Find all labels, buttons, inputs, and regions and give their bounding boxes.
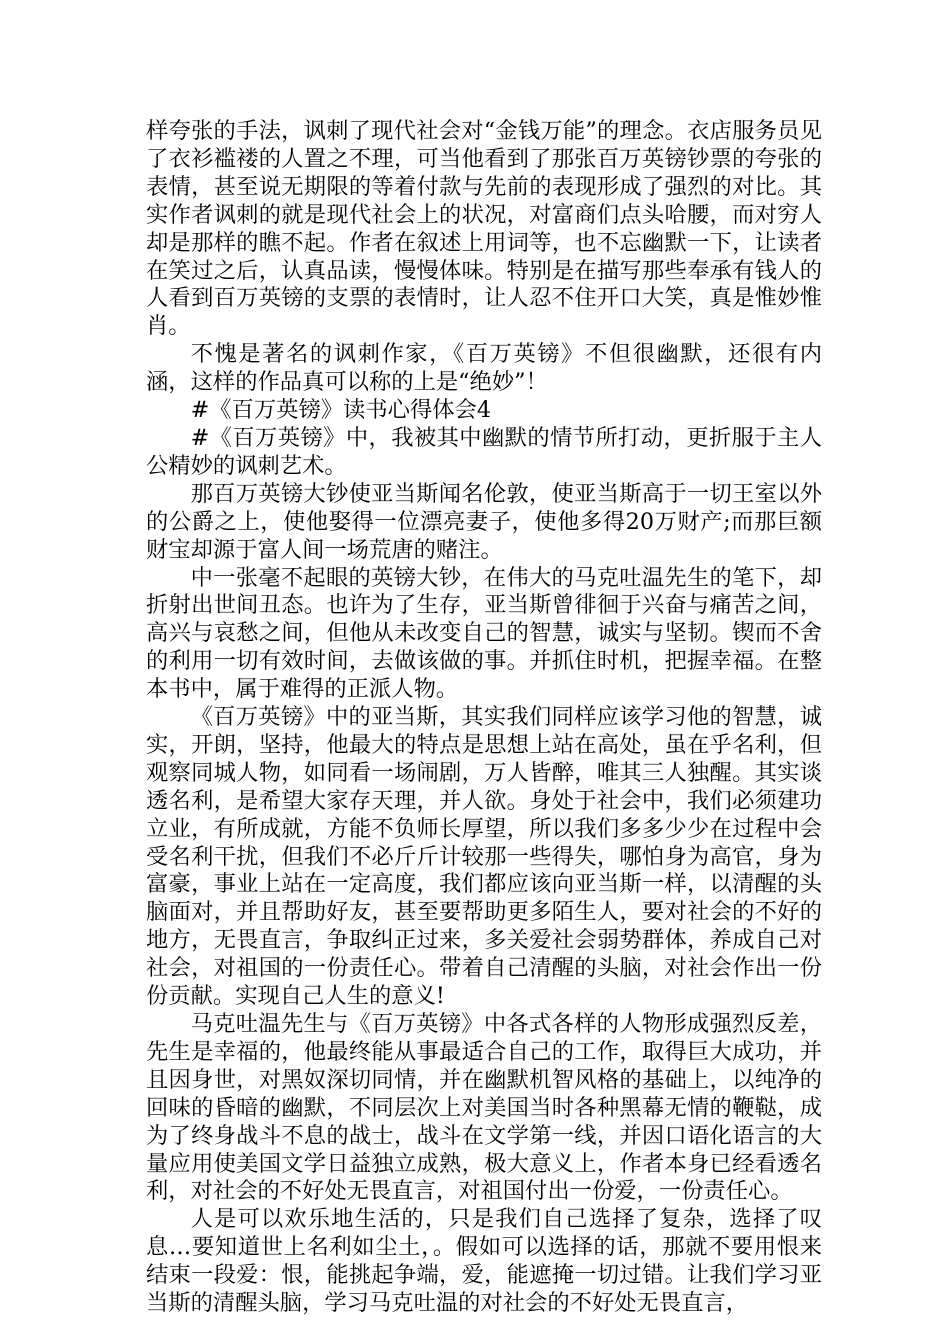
document-body — [146, 118, 822, 1318]
paragraph: 人是可以欢乐地生活的，只是我们自己选择了复杂，选择了叹息…要知道世上名利如尘土，。假如可以选择的话，那就不要用恨来结束一段爱：恨，能挑起争端，爱，能遮掩一切过错。让我们学习亚当斯的清醒头脑，学习马克吐温的对社会的不好处无畏直言， — [146, 1206, 822, 1317]
paragraph: 中一张毫不起眼的英镑大钞，在伟大的马克吐温先生的笔下，却折射出世间丑态。也许为了生存，亚当斯曾徘徊于兴奋与痛苦之间，高兴与哀愁之间，但他从未改变自己的智慧，诚实与坚韧。锲而不舍的利用一切有效时间，去做该做的事。并抓住时机，把握幸福。在整本书中，属于难得的正派人物。 — [146, 564, 822, 703]
paragraph: 《百万英镑》中的亚当斯，其实我们同样应该学习他的智慧，诚实，开朗，坚持，他最大的特点是思想上站在高处，虽在乎名利，但观察同城人物，如同看一场闹剧，万人皆醉，唯其三人独醒。其实谈透名利，是希望大家存天理，并人欲。身处于社会中，我们必须建功立业，有所成就，方能不负师长厚望，所以我们多多少少在过程中会受名利干扰，但我们不必斤斤计较那一些得失，哪怕身为高官，身为富豪，事业上站在一定高度，我们都应该向亚当斯一样，以清醒的头脑面对，并且帮助好友，甚至要帮助更多陌生人，要对社会的不好的地方，无畏直言，争取纠正过来，多关爱社会弱势群体，养成自己对社会，对祖国的一份责任心。带着自己清醒的头脑，对社会作出一份份贡献。实现自己人生的意义! — [146, 704, 822, 1010]
paragraph: 不愧是著名的讽刺作家，《百万英镑》不但很幽默，还很有内涵，这样的作品真可以称的上是“绝妙”！ — [146, 341, 822, 396]
paragraph-continued: 样夸张的手法，讽刺了现代社会对“金钱万能”的理念。衣店服务员见了衣衫褴褛的人置之不理，可当他看到了那张百万英镑钞票的夸张的表情，甚至说无期限的等着付款与先前的表现形成了强烈的对比。其实作者讽刺的就是现代社会上的状况，对富商们点头哈腰，而对穷人却是那样的瞧不起。作者在叙述上用词等，也不忘幽默一下，让读者在笑过之后，认真品读，慢慢体味。特别是在描写那些奉承有钱人的人看到百万英镑的支票的表情时，让人忍不住开口大笑，真是惟妙惟肖。 — [146, 118, 822, 340]
section-heading: #《百万英镑》读书心得体会4 — [190, 397, 492, 424]
paragraph: #《百万英镑》中，我被其中幽默的情节所打动，更折服于主人公精妙的讽刺艺术。 — [146, 424, 822, 479]
paragraph: 那百万英镑大钞使亚当斯闻名伦敦，使亚当斯高于一切王室以外的公爵之上，使他娶得一位漂亮妻子，使他多得20万财产;而那巨额财宝却源于富人间一场荒唐的赌注。 — [146, 480, 822, 563]
paragraph: 马克吐温先生与《百万英镑》中各式各样的人物形成强烈反差，先生是幸福的，他最终能从事最适合自己的工作，取得巨大成功，并且因身世，对黑奴深切同情，并在幽默机智风格的基础上，以纯净的回味的昏暗的幽默，不同层次上对美国当时各种黑幕无情的鞭鞑，成为了终身战斗不息的战士，战斗在文学第一线，并因口语化语言的大量应用使美国文学日益独立成熟，极大意义上，作者本身已经看透名利，对社会的不好处无畏直言，对祖国付出一份爱，一份责任心。 — [146, 1011, 822, 1205]
